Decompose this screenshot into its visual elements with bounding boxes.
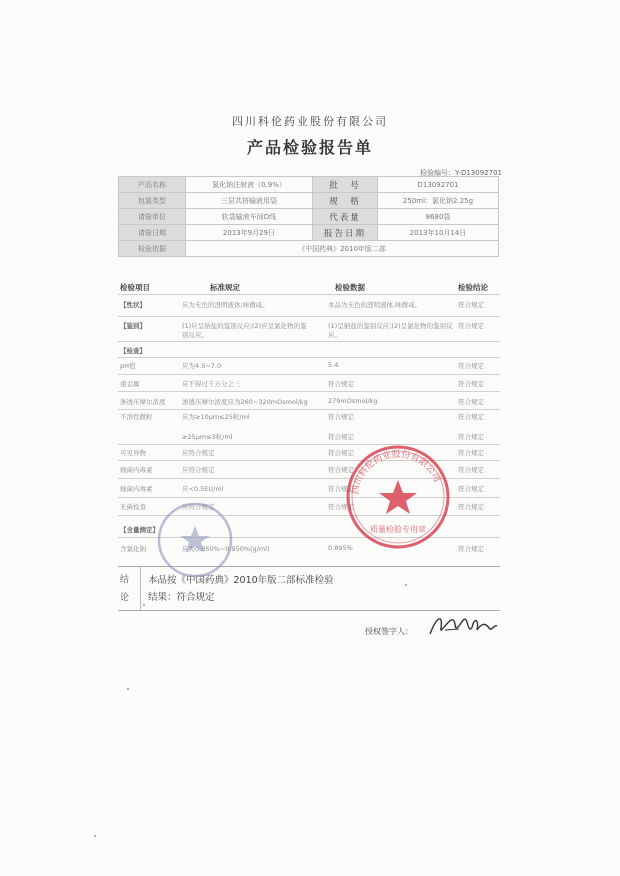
info-row <box>119 193 499 209</box>
row-standard: 应符合规定 <box>182 503 215 511</box>
divider <box>118 357 500 358</box>
row-data: 符合规定 <box>328 433 354 441</box>
row-item: 【含量测定】 <box>120 526 159 534</box>
info-label: 批 号 <box>313 177 378 193</box>
info-value: 氯化钠注射液（0.9%） <box>186 177 313 193</box>
header-item: 检验项目 <box>120 283 150 292</box>
divider <box>118 316 500 317</box>
row-item: 【鉴别】 <box>120 322 146 330</box>
row-conclusion: 符合规定 <box>458 466 484 474</box>
red-quality-stamp <box>343 442 453 552</box>
info-value: 8680袋 <box>378 209 499 225</box>
row-standard: 应为0.850%~0.950%(g/ml) <box>182 545 270 553</box>
info-label: 规 格 <box>313 193 378 209</box>
row-conclusion: 符合规定 <box>458 301 484 309</box>
row-conclusion: 符合规定 <box>458 362 484 370</box>
row-conclusion: 符合规定 <box>458 485 484 493</box>
row-conclusion: 符合规定 <box>458 398 484 406</box>
report-title: 产品检验报告单 <box>246 138 373 157</box>
scan-speck <box>143 604 145 606</box>
row-conclusion: 符合规定 <box>458 449 484 457</box>
row-item: pH值 <box>120 362 136 370</box>
row-data: 0.895% <box>328 544 353 552</box>
row-standard: 应为4.5~7.0 <box>182 362 222 370</box>
row-standard: 应不得过千万分之三 <box>182 380 241 388</box>
signature-label: 授权签字人： <box>365 627 413 636</box>
svg-text:四川科伦药业股份有限公司: 四川科伦药业股份有限公司 <box>350 449 442 495</box>
row-data: 符合规定 <box>328 485 354 493</box>
row-standard: 应为≥10μm≤25粒/ml <box>182 413 250 421</box>
info-label: 请验日期 <box>119 225 186 241</box>
info-value: 软袋输液车间D线 <box>186 209 313 225</box>
info-label: 代表量 <box>313 209 378 225</box>
divider <box>118 391 500 392</box>
row-item: 渗透压摩尔浓度 <box>120 398 166 406</box>
svg-text:质量检验专用章: 质量检验专用章 <box>370 525 426 534</box>
info-row <box>119 225 499 241</box>
info-label: 报告日期 <box>313 225 378 241</box>
row-conclusion: 符合规定 <box>458 545 484 553</box>
row-item: 不溶性微粒 <box>120 413 153 421</box>
header-conclusion: 检验结论 <box>458 283 488 292</box>
scan-speck <box>94 835 96 837</box>
row-standard: (1)应呈钠盐的鉴别反应;(2)应呈氯化物的鉴别反应。 <box>182 322 307 339</box>
row-data: 本品为无色的澄明液体,味微咸。 <box>328 301 422 309</box>
header-data: 检验数据 <box>335 283 365 292</box>
row-item: 含氯化钠 <box>120 545 146 553</box>
conclusion-line-1: 本品按《中国药典》2010年版二部标准检验 <box>148 575 334 586</box>
info-value: 2013年10月14日 <box>378 225 499 241</box>
conclusion-line-2: 结果：符合规定 <box>148 592 215 603</box>
info-value: 2013年9月29日 <box>186 225 313 241</box>
info-row <box>119 209 499 225</box>
conclusion-label: 结论 <box>120 575 130 603</box>
row-conclusion: 符合规定 <box>458 322 484 330</box>
info-label: 产品名称 <box>119 177 186 193</box>
divider <box>118 341 500 342</box>
row-conclusion: 符合规定 <box>458 433 484 441</box>
scan-speck <box>127 688 129 690</box>
info-value: 250ml：氯化钠2.25g <box>378 193 499 209</box>
row-data: 5.4 <box>328 361 339 369</box>
header-standard: 标准规定 <box>210 283 240 292</box>
row-standard: 应符合规定 <box>182 449 215 457</box>
row-item: 细菌内毒素 <box>120 485 153 493</box>
row-data: 符合规定 <box>328 449 354 457</box>
row-data: 符合规定 <box>328 380 354 388</box>
row-standard: 应为无色的澄明液体;味微咸。 <box>182 301 269 309</box>
info-label: 请验单位 <box>119 209 186 225</box>
company-name: 四川科伦药业股份有限公司 <box>232 115 388 128</box>
document-number: 检验编号：Y-D13092701 <box>420 169 502 177</box>
divider <box>118 374 500 375</box>
info-value: D13092701 <box>378 177 499 193</box>
scan-speck <box>405 584 407 586</box>
row-item: 重金属 <box>120 380 140 388</box>
row-data: 符合规定 <box>328 503 354 511</box>
info-value: 三层共挤输液用袋 <box>186 193 313 209</box>
row-data: 符合规定 <box>328 413 354 421</box>
basis-value: 《中国药典》2010年版二部 <box>186 241 499 257</box>
row-item: 可见异物 <box>120 449 146 457</box>
blue-faded-stamp <box>155 500 235 580</box>
row-standard: 渗透压摩尔浓度应为260~320mOsmol/kg <box>182 398 308 406</box>
row-standard: ≥25μm≤3粒/ml <box>182 433 233 441</box>
row-data: 279mOsmol/kg <box>328 397 378 405</box>
row-conclusion: 符合规定 <box>458 380 484 388</box>
row-conclusion: 符合规定 <box>458 413 484 421</box>
product-info-table <box>118 176 499 257</box>
divider <box>140 567 141 610</box>
row-standard: 应<0.5EU/ml <box>182 485 224 493</box>
info-label: 包装类型 <box>119 193 186 209</box>
row-item: 【性状】 <box>120 301 146 309</box>
handwritten-signature <box>425 610 500 640</box>
divider <box>118 294 500 295</box>
basis-label: 检验依据 <box>119 241 186 257</box>
row-conclusion: 符合规定 <box>458 503 484 511</box>
info-row <box>119 177 499 193</box>
info-row-basis <box>119 241 499 257</box>
row-data: (1)呈钠盐的鉴别反应;(2)呈氯化物的鉴别反应。 <box>328 322 453 339</box>
row-item: 【检查】 <box>120 347 146 355</box>
row-item: 无菌检查 <box>120 503 146 511</box>
divider <box>118 409 500 410</box>
row-standard: 应符合规定 <box>182 466 215 474</box>
row-data: 符合规定 <box>328 466 354 474</box>
row-item: 细菌内毒素 <box>120 466 153 474</box>
